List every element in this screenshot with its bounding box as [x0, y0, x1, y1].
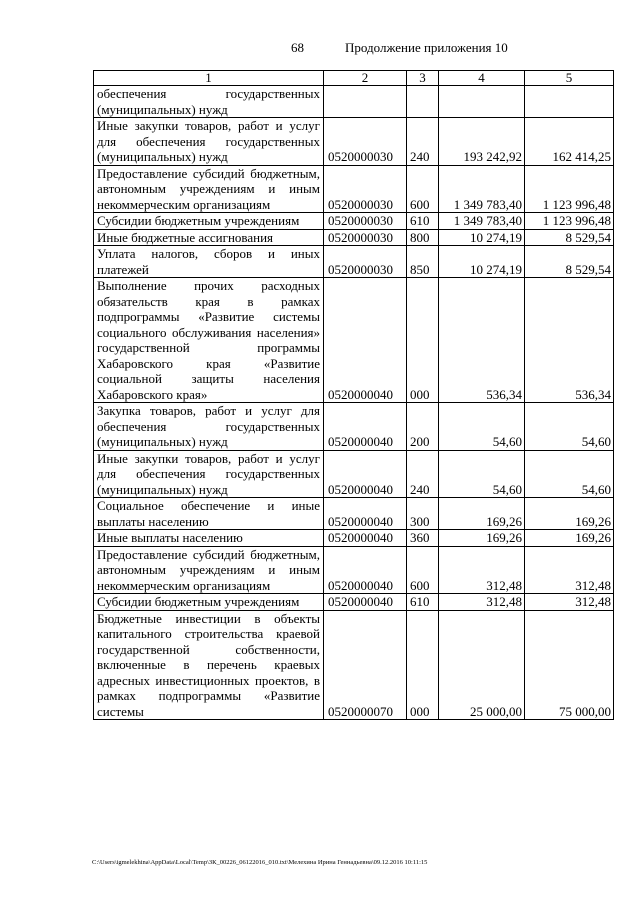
table-row [94, 610, 614, 720]
row-type: 850 [407, 246, 439, 278]
column-header: 4 [439, 71, 525, 86]
row-code: 0520000040 [324, 450, 407, 498]
table-row [94, 403, 614, 451]
table-row [94, 530, 614, 547]
row-name: Социальное обеспечение и иные выплаты населению [94, 498, 324, 530]
column-header: 3 [407, 71, 439, 86]
row-type: 240 [407, 118, 439, 166]
row-name: Иные выплаты населению [94, 530, 324, 547]
row-type: 610 [407, 594, 439, 611]
row-code [324, 86, 407, 118]
row-value-year2: 312,48 [525, 594, 614, 611]
row-code: 0520000030 [324, 246, 407, 278]
column-header: 1 [94, 71, 324, 86]
table-row [94, 498, 614, 530]
row-type: 610 [407, 213, 439, 230]
row-value-year2: 169,26 [525, 530, 614, 547]
row-code: 0520000030 [324, 165, 407, 213]
appendix-title: Продолжение приложения 10 [345, 40, 508, 55]
row-value-year1: 10 274,19 [439, 246, 525, 278]
table-row [94, 450, 614, 498]
row-code: 0520000040 [324, 278, 407, 403]
row-value-year1: 536,34 [439, 278, 525, 403]
row-value-year1: 312,48 [439, 594, 525, 611]
row-type: 000 [407, 610, 439, 720]
page-header [0, 40, 640, 58]
row-value-year1: 54,60 [439, 450, 525, 498]
row-name: Иные бюджетные ассигнования [94, 229, 324, 246]
row-type: 000 [407, 278, 439, 403]
row-name: Предоставление субсидий бюджетным, автономным учреждениям и иным некоммерческим организациям [94, 165, 324, 213]
table-row [94, 229, 614, 246]
row-type: 800 [407, 229, 439, 246]
page-number: 68 [291, 40, 304, 55]
row-code: 0520000030 [324, 229, 407, 246]
row-value-year2: 54,60 [525, 403, 614, 451]
row-value-year2: 1 123 996,48 [525, 165, 614, 213]
row-code: 0520000040 [324, 498, 407, 530]
column-header: 5 [525, 71, 614, 86]
row-type: 240 [407, 450, 439, 498]
table-row [94, 165, 614, 213]
row-value-year1: 312,48 [439, 546, 525, 594]
row-value-year1: 169,26 [439, 498, 525, 530]
row-value-year2: 75 000,00 [525, 610, 614, 720]
row-value-year1: 54,60 [439, 403, 525, 451]
row-value-year2: 1 123 996,48 [525, 213, 614, 230]
table-row [94, 86, 614, 118]
row-code: 0520000040 [324, 403, 407, 451]
budget-table [93, 70, 614, 720]
row-name: Субсидии бюджетным учреждениям [94, 213, 324, 230]
file-path-footer: C:\Users\igmelekhina\AppData\Local\Temp\ЗК_00226_06122016_010.txt\Мелехина Ирина Геннадьевна\09.12.2016 10:11:15 [92, 859, 428, 866]
row-value-year1: 193 242,92 [439, 118, 525, 166]
row-value-year2: 54,60 [525, 450, 614, 498]
row-type: 200 [407, 403, 439, 451]
row-value-year1: 1 349 783,40 [439, 165, 525, 213]
row-value-year1 [439, 86, 525, 118]
column-header: 2 [324, 71, 407, 86]
row-name: Уплата налогов, сборов и иных платежей [94, 246, 324, 278]
row-code: 0520000030 [324, 213, 407, 230]
table-header-row [94, 71, 614, 86]
table-row [94, 213, 614, 230]
table-row [94, 594, 614, 611]
row-name: Предоставление субсидий бюджетным, автономным учреждениям и иным некоммерческим организациям [94, 546, 324, 594]
row-value-year2: 536,34 [525, 278, 614, 403]
row-value-year2: 169,26 [525, 498, 614, 530]
row-value-year2: 8 529,54 [525, 246, 614, 278]
table-row [94, 278, 614, 403]
row-code: 0520000040 [324, 546, 407, 594]
row-name: Выполнение прочих расходных обязательств края в рамках подпрограммы «Развитие системы социального обслуживания населения» государственной программы Хабаровского края «Развитие социальной защиты населения Хабаровского края» [94, 278, 324, 403]
row-name: обеспечения государственных (муниципальных) нужд [94, 86, 324, 118]
table-row [94, 118, 614, 166]
row-name: Субсидии бюджетным учреждениям [94, 594, 324, 611]
row-type [407, 86, 439, 118]
row-name: Бюджетные инвестиции в объекты капитального строительства краевой государственной собственности, включенные в перечень краевых адресных инвестиционных проектов, в рамках подпрограммы «Развитие системы [94, 610, 324, 720]
row-name: Закупка товаров, работ и услуг для обеспечения государственных (муниципальных) нужд [94, 403, 324, 451]
row-code: 0520000040 [324, 594, 407, 611]
row-value-year2: 162 414,25 [525, 118, 614, 166]
row-type: 600 [407, 546, 439, 594]
row-name: Иные закупки товаров, работ и услуг для обеспечения государственных (муниципальных) нужд [94, 450, 324, 498]
row-value-year2: 8 529,54 [525, 229, 614, 246]
row-type: 600 [407, 165, 439, 213]
row-code: 0520000030 [324, 118, 407, 166]
table-row [94, 546, 614, 594]
row-value-year1: 1 349 783,40 [439, 213, 525, 230]
table-row [94, 246, 614, 278]
row-type: 360 [407, 530, 439, 547]
row-value-year1: 25 000,00 [439, 610, 525, 720]
row-value-year1: 10 274,19 [439, 229, 525, 246]
row-type: 300 [407, 498, 439, 530]
row-value-year2 [525, 86, 614, 118]
row-value-year1: 169,26 [439, 530, 525, 547]
row-code: 0520000040 [324, 530, 407, 547]
row-code: 0520000070 [324, 610, 407, 720]
row-value-year2: 312,48 [525, 546, 614, 594]
row-name: Иные закупки товаров, работ и услуг для обеспечения государственных (муниципальных) нужд [94, 118, 324, 166]
